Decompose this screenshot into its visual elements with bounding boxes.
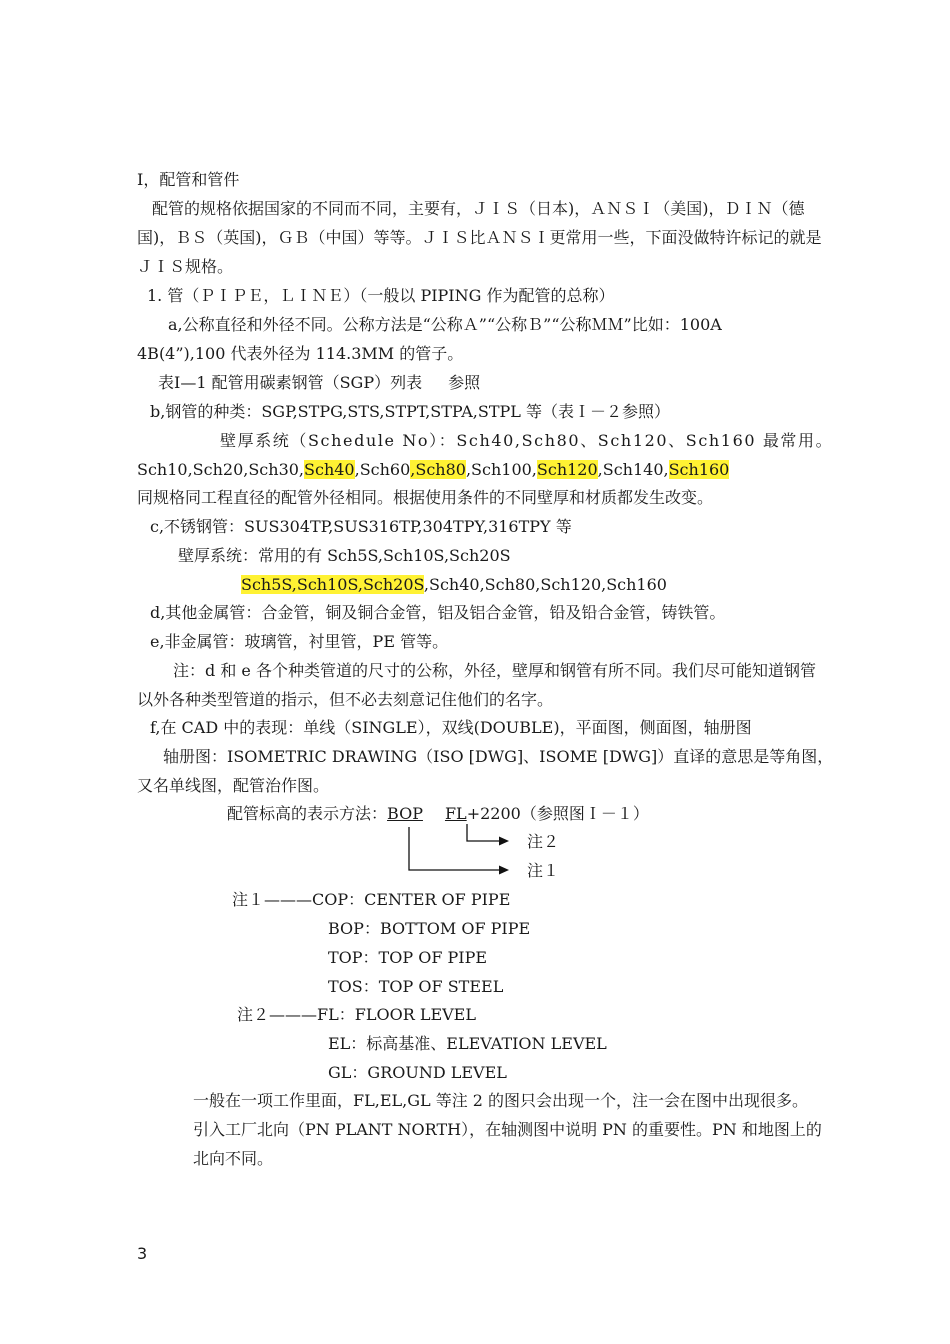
- table-reference-title: 表I—1 配管用碳素钢管（SGP）列表: [158, 373, 423, 392]
- series-text: ,Sch140,: [597, 460, 669, 479]
- note2-tag: 注２: [527, 832, 560, 851]
- note1-item: TOP：TOP OF PIPE: [328, 948, 488, 967]
- note2-arrowhead: [499, 837, 509, 846]
- series-text: ,Sch40,Sch80,Sch120,Sch160: [423, 575, 667, 594]
- note1-item: BOP：BOTTOM OF PIPE: [328, 919, 531, 938]
- note2-item: GL：GROUND LEVEL: [328, 1063, 507, 1082]
- note1-item: TOS：TOP OF STEEL: [328, 977, 504, 996]
- series-highlight: ,Sch80: [410, 460, 466, 479]
- note1-connector: [409, 827, 500, 870]
- item-b-line-1: b,钢管的种类：SGP,STPG,STS,STPT,STPA,STPL 等（表Ｉ－２参照）: [150, 402, 670, 421]
- series-highlight: Sch5S,Sch10S,Sch20S: [241, 575, 424, 594]
- thickness-label: 壁厚系统（Schedule No）：Sch40,Sch80、Sch120、Sch160 最常用: [220, 431, 816, 450]
- note1-tag: 注１: [527, 861, 560, 880]
- intro-line-3: ＪＩＳ规格。: [137, 257, 234, 276]
- series-text: ,Sch60: [354, 460, 411, 479]
- item-f: f,在 CAD 中的表现：单线（SINGLE），双线(DOUBLE)，平面图，侧面图，轴册图: [150, 718, 752, 737]
- series-highlight: Sch160: [668, 460, 730, 479]
- page-number: 3: [137, 1244, 148, 1263]
- series-text: ,Sch100,: [465, 460, 537, 479]
- section-heading: I，配管和管件: [137, 170, 240, 189]
- item-b-note: 同规格同工程直径的配管外径相同。根据使用条件的不同壁厚和材质都发生改变。: [137, 488, 714, 507]
- item-a-line-1: a,公称直径和外径不同。公称方法是“公称Ａ”“公称Ｂ”“公称ＭＭ”比如：100A: [168, 315, 722, 334]
- table-reference-suffix: 参照: [448, 373, 481, 392]
- closing-line-2: 引入工厂北向（PN PLANT NORTH），在轴测图中说明 PN 的重要性。PN 和地图上的: [193, 1120, 822, 1139]
- item-a-line-2: 4B(4”),100 代表外径为 114.3MM 的管子。: [137, 344, 464, 363]
- note1-arrowhead: [499, 866, 509, 875]
- intro-line-1: 配管的规格依据国家的不同而不同，主要有，ＪＩＳ（日本)，ＡＮＳＩ（美国)，ＤＩＮ（德: [152, 199, 805, 218]
- note1-lead: 注１———COP：CENTER OF PIPE: [232, 890, 511, 909]
- section-1-title: 1. 管（ＰＩＰＥ，ＬＩＮＥ）（一般以 PIPING 作为配管的总称）: [147, 286, 615, 305]
- isometric-line-1: 轴册图：ISOMETRIC DRAWING（ISO [DWG]、ISOME [DWG]）直译的意思是等角图，: [163, 747, 834, 766]
- item-d: d,其他金属管：合金管，铜及铜合金管，铝及铝合金管，铅及铅合金管，铸铁管。: [150, 603, 726, 622]
- isometric-line-2: 又名单线图，配管治作图。: [137, 776, 330, 795]
- item-e: e,非金属管：玻璃管，衬里管，PE 管等。: [150, 632, 449, 651]
- series-highlight: Sch40: [304, 460, 355, 479]
- note2-connector: [467, 824, 500, 841]
- thickness-end: 。: [815, 431, 834, 450]
- closing-line-3: 北向不同。: [193, 1149, 274, 1168]
- elevation-fl: FL: [444, 804, 467, 823]
- elevation-bop: BOP: [387, 804, 423, 823]
- closing-line-1: 一般在一项工作里面，FL,EL,GL 等注 2 的图只会出现一个，注一会在图中出现很多。: [193, 1091, 809, 1110]
- note2-item: EL：标高基准、ELEVATION LEVEL: [328, 1034, 607, 1053]
- intro-line-2: 国)，ＢＳ（英国)，ＧＢ（中国）等等。ＪＩＳ比ＡＮＳＩ更常用一些，下面没做特许标记的就是: [137, 228, 822, 247]
- item-c-line-2: 壁厚系统：常用的有 Sch5S,Sch10S,Sch20S: [178, 546, 511, 565]
- note2-lead: 注２———FL：FLOOR LEVEL: [237, 1005, 476, 1024]
- series-highlight: Sch120: [536, 460, 598, 479]
- elevation-label: 配管标高的表示方法：: [227, 804, 388, 823]
- item-c-line-1: c,不锈钢管：SUS304TP,SUS316TP,304TPY,316TPY 等: [150, 517, 572, 536]
- series-text: Sch10,Sch20,Sch30,: [137, 460, 305, 479]
- note-de-line-2: 以外各种类型管道的指示，但不必去刻意记住他们的名字。: [137, 690, 554, 709]
- elevation-value: +2200（参照图Ｉ－１）: [466, 804, 649, 823]
- note-de-line-1: 注：d 和 e 各个种类管道的尺寸的公称，外径，壁厚和钢管有所不同。我们尽可能知道钢管: [173, 661, 816, 680]
